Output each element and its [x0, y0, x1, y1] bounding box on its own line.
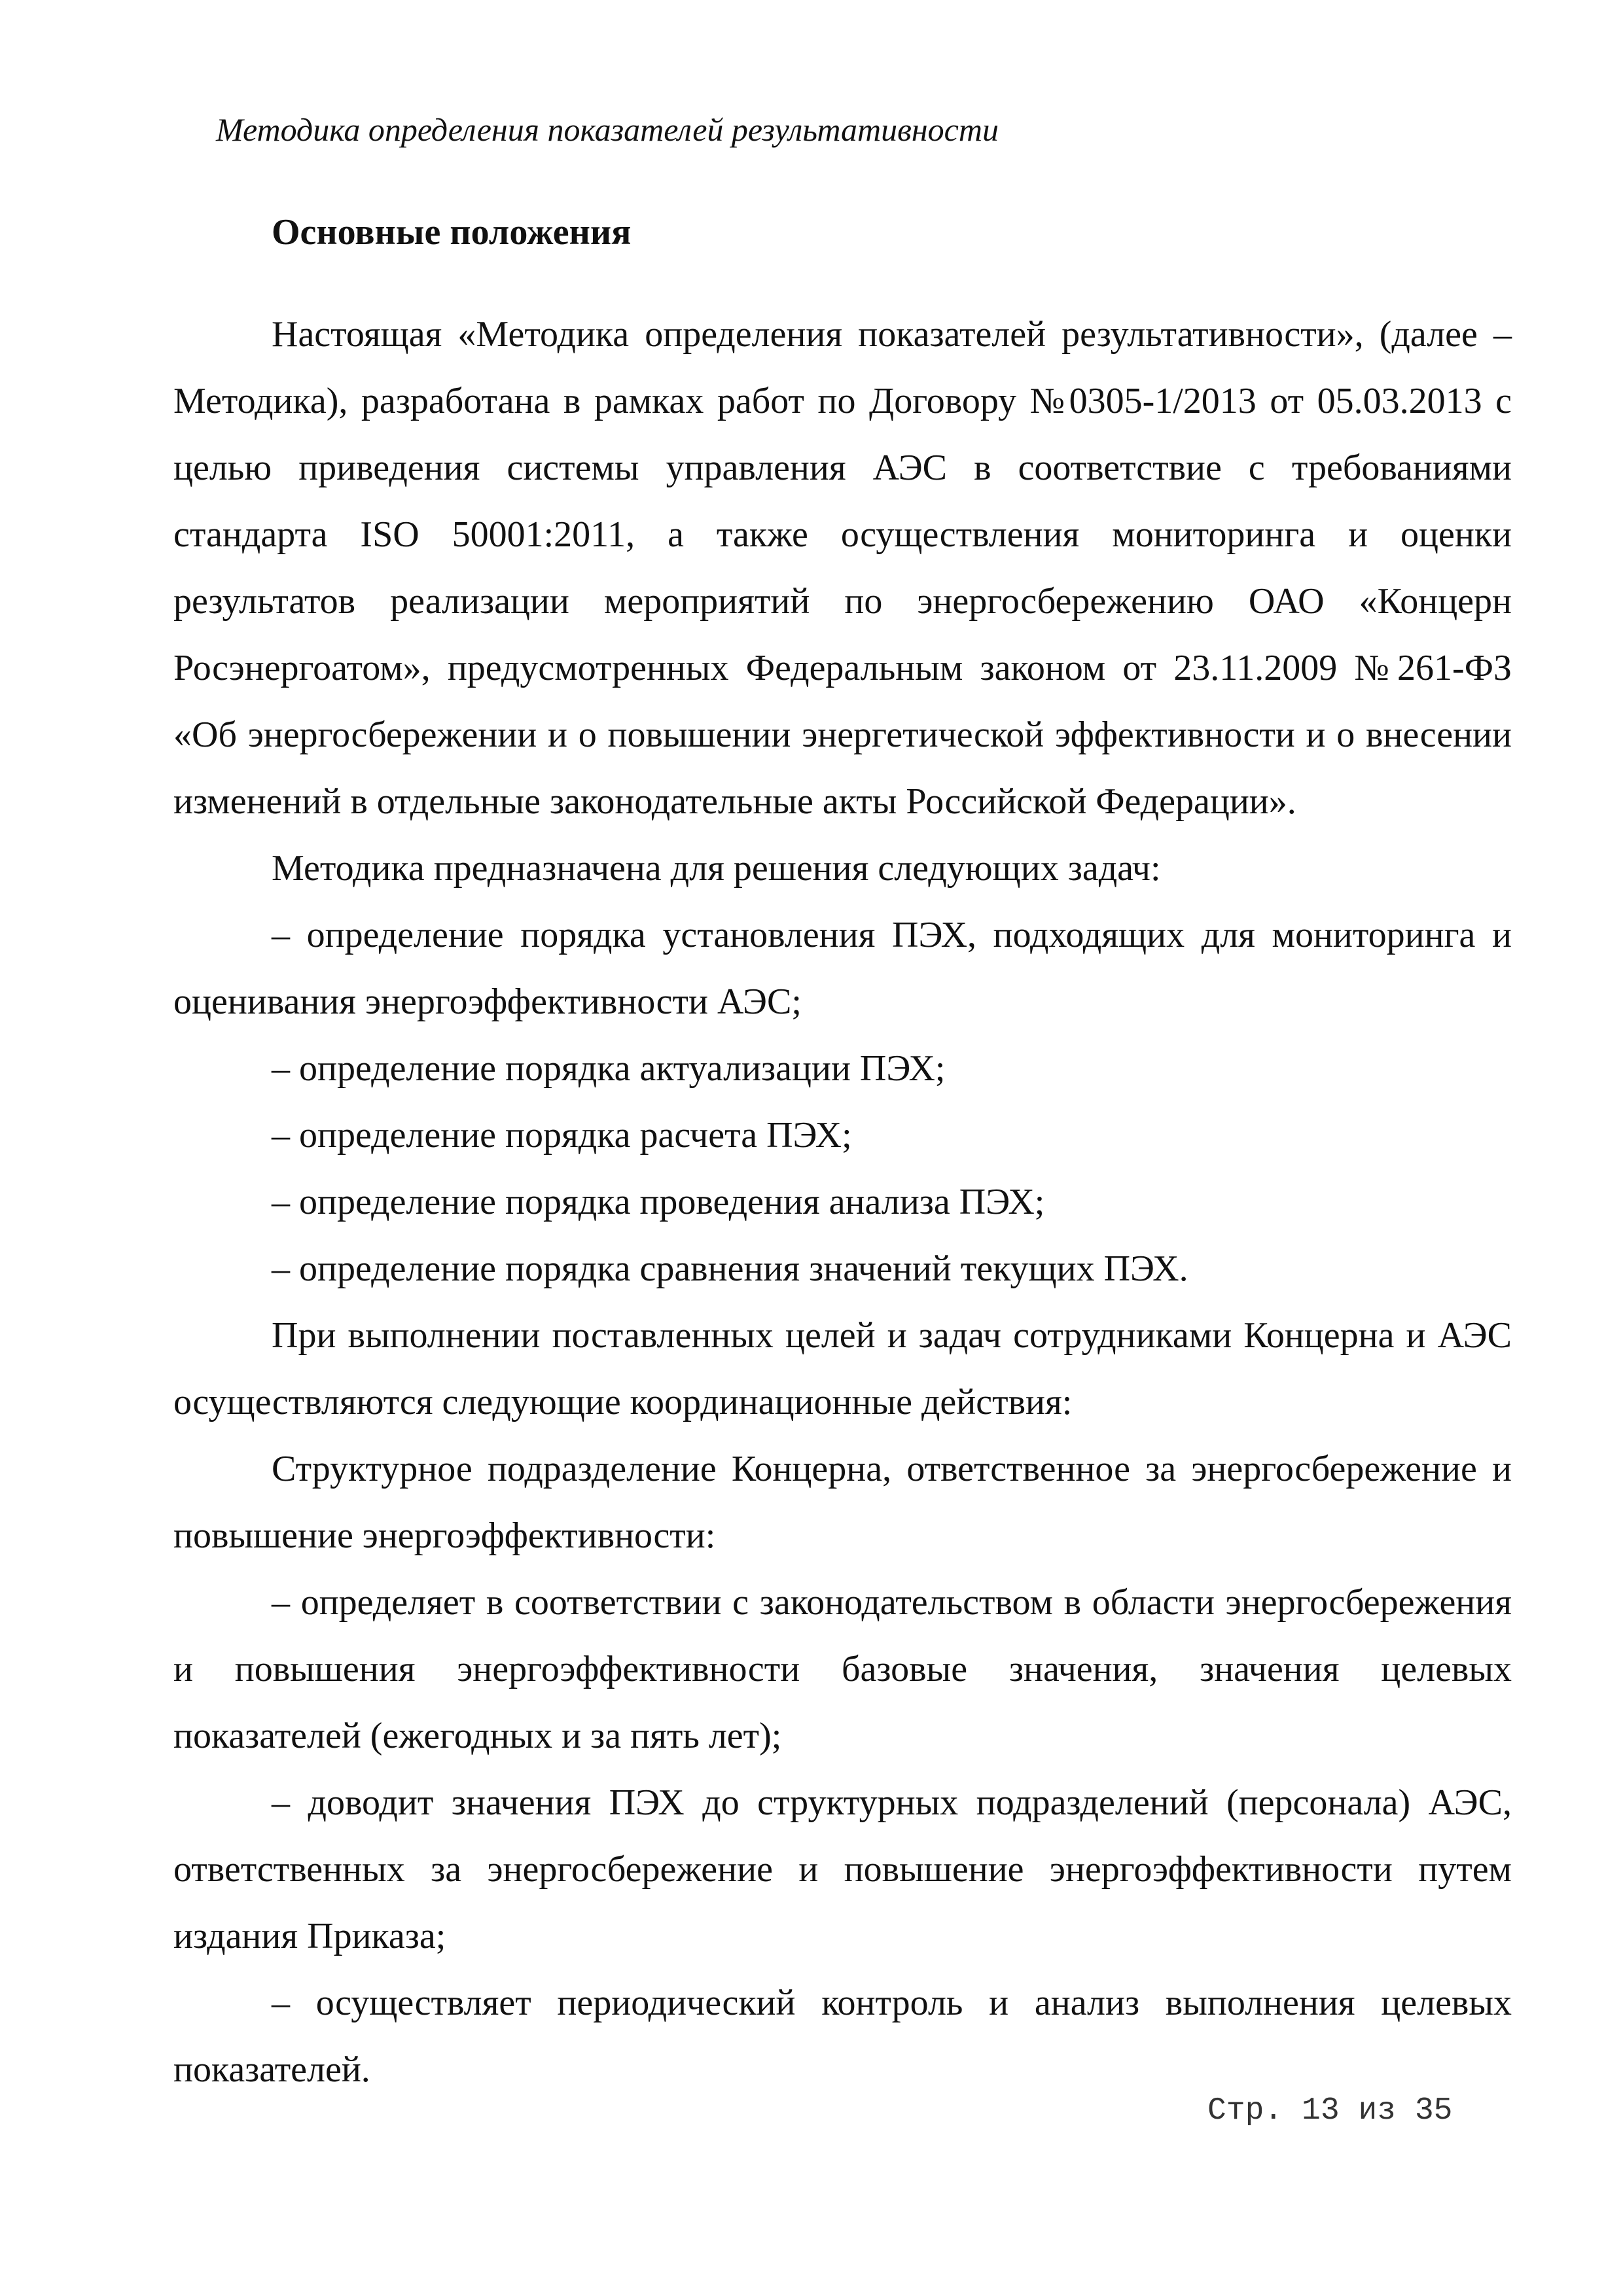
paragraph-department: Структурное подразделение Концерна, ответственное за энергосбережение и повышение энергоэффективности:: [173, 1449, 1512, 1556]
list-item-task-2: – определение порядка актуализации ПЭХ;: [272, 1048, 946, 1089]
document-body: [173, 301, 1512, 2103]
list-item-action-1: – определяет в соответствии с законодательством в области энергосбережения и повышения энергоэффективности базовые значения, значения целевых показателей (ежегодных и за пять лет);: [173, 1582, 1512, 1756]
paragraph-purpose: Методика предназначена для решения следующих задач:: [272, 848, 1161, 889]
list-item-task-4: – определение порядка проведения анализа ПЭХ;: [272, 1182, 1045, 1222]
list-item-task-3: – определение порядка расчета ПЭХ;: [272, 1115, 852, 1156]
running-header: Методика определения показателей результативности: [216, 111, 999, 148]
list-item-action-2: – доводит значения ПЭХ до структурных подразделений (персонала) АЭС, ответственных за энергосбережение и повышение энергоэффективности путем издания Приказа;: [173, 1782, 1512, 1956]
page-number: Стр. 13 из 35: [1207, 2093, 1453, 2128]
paragraph-coordination: При выполнении поставленных целей и задач сотрудниками Концерна и АЭС осуществляются следующие координационные действия:: [173, 1315, 1512, 1422]
list-item-task-1: – определение порядка установления ПЭХ, подходящих для мониторинга и оценивания энергоэффективности АЭС;: [173, 915, 1512, 1022]
paragraph-intro: Настоящая «Методика определения показателей результативности», (далее – Методика), разработана в рамках работ по Договору №0305-1/2013 от 05.03.2013 с целью приведения системы управления АЭС в соответствие с требованиями стандарта ISO 50001:2011, а также осуществления мониторинга и оценки результатов реализации мероприятий по энергосбережению ОАО «Концерн Росэнергоатом», предусмотренных Федеральным законом от 23.11.2009 №261-ФЗ «Об энергосбережении и о повышении энергетической эффективности и о внесении изменений в отдельные законодательные акты Российской Федерации».: [173, 314, 1512, 822]
list-item-action-3: – осуществляет периодический контроль и анализ выполнения целевых показателей.: [173, 1983, 1512, 2090]
section-title: Основные положения: [272, 212, 632, 253]
list-item-task-5: – определение порядка сравнения значений текущих ПЭХ.: [272, 1248, 1188, 1289]
